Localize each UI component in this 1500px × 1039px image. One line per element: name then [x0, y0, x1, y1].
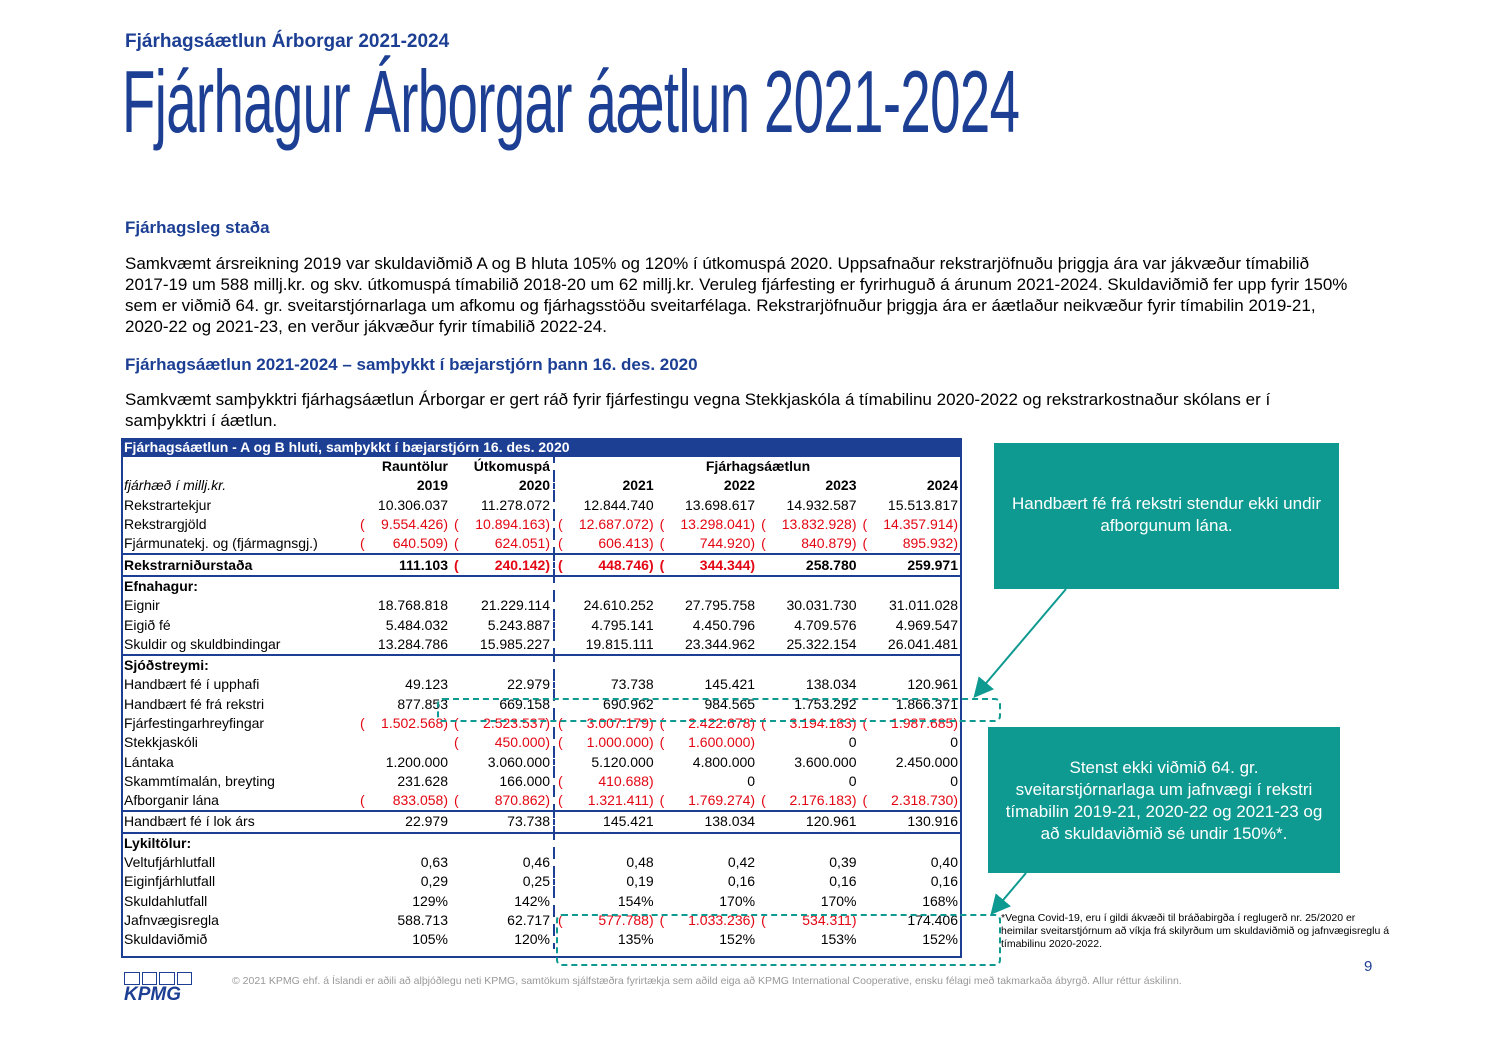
cell-value: 1.600.000: [688, 734, 751, 751]
cell-value: 2.176.183: [789, 792, 852, 809]
row-label: Handbært fé frá rekstri: [124, 695, 265, 712]
table-cell: ( 2.318.730): [862, 792, 958, 809]
table-cell: ( 3.194.183): [761, 715, 857, 731]
table-cell: 21.229.114: [480, 597, 550, 614]
section-paragraph-financial-position: Samkvæmt ársreikning 2019 var skuldaviðmið A og B hluta 105% og 120% í útkomuspá 2020. Uppsafnaður rekstrarjöfnuðu þriggja ára var jákvæður tímabilið 2017-19 um 588 millj.kr. og skv. útkomuspá tímabilið 2018-20 um 62 millj.kr. Veruleg fjárfesting er fyrirhuguð á árunum 2021-2024. Skuldaviðmið fer upp fyrir 150% sem er viðmið 64. gr. sveitarstjórnarlaga um afkomu og fjárhagsstöðu sveitarfélaga. Rekstrarjöfnuður þriggja ára er áætlaður neikvæður fyrir tímabilin 2019-21, 2020-22 og 2021-23, en verður jákvæður fyrir tímabilið 2022-24.: [125, 254, 1348, 336]
table-cell: 0,48: [554, 853, 657, 872]
table-cell: 259.971: [860, 554, 961, 575]
row-label: Eiginfjárhlutfall: [124, 873, 216, 890]
table-cell: 154%: [554, 892, 657, 911]
row-label: Jafnvægisregla: [124, 911, 219, 928]
table-cell: 0: [950, 734, 958, 751]
table-cell: ( 14.357.914): [862, 516, 958, 533]
row-label: Skammtímalán, breyting: [124, 772, 275, 789]
table-cell: 0,25: [522, 873, 550, 890]
table-cell: 15.513.817: [887, 496, 958, 513]
cell-value: 534.311: [802, 911, 852, 928]
table-cell: 0: [747, 772, 756, 789]
document-subtitle: Fjárhagsáætlun Árborgar 2021-2024: [125, 31, 450, 52]
table-cell: 27.795.758: [685, 597, 756, 614]
unit-label: fjárhæð í millj.kr.: [124, 477, 227, 494]
table-cell: ( 624.051): [454, 535, 550, 552]
table-cell: ( 840.879): [761, 535, 857, 552]
row-label: Rekstrartekjur: [124, 496, 212, 513]
table-cell: ( 534.311): [761, 911, 857, 928]
cell-value: 9.554.426: [381, 516, 444, 533]
arrow-to-balance-rule: [993, 873, 1026, 912]
table-cell: 11.278.072: [480, 496, 550, 513]
table-cell: ( 606.413): [554, 534, 657, 554]
table-cell: ( 13.832.928): [761, 516, 857, 533]
cell-value: 448.746: [598, 556, 649, 573]
cell-value: 1.033.236: [688, 911, 751, 928]
cell-value: 240.142: [494, 556, 546, 573]
table-cell: 30.031.730: [786, 597, 857, 614]
cell-value: 870.862: [494, 792, 546, 809]
table-cell: 24.610.252: [554, 596, 657, 615]
kpmg-logo: [124, 972, 192, 1005]
cell-value: 14.357.914: [883, 516, 954, 533]
table-cell: 168%: [922, 892, 958, 909]
cell-value: 2.523.537: [483, 715, 546, 731]
table-cell: ( 1.000.000): [554, 733, 657, 752]
table-cell: 4.969.547: [895, 616, 958, 633]
table-cell: 129%: [412, 892, 448, 909]
table-cell: 0,42: [727, 854, 756, 871]
table-cell: 14.932.587: [786, 496, 857, 513]
table-cell: ( 833.058): [360, 792, 448, 809]
table-cell: 145.421: [554, 811, 657, 832]
table-cell: 669.158: [499, 695, 550, 712]
row-label: Veltufjárhlutfall: [124, 854, 216, 871]
table-cell: 0,46: [522, 854, 550, 871]
section-paragraph-budget: Samkvæmt samþykktri fjárhagsáætlun Árborgar er gert ráð fyrir fjárfestingu vegna Stekkjaskóla á tímabilinu 2020-2022 og rekstrarkostnaður skólans er í samþykktri í áætlun.: [125, 390, 1271, 430]
row-label: Skuldahlutfall: [124, 892, 208, 909]
table-cell: 130.916: [860, 811, 961, 832]
table-cell: 4.450.796: [692, 616, 756, 633]
table-cell: 49.123: [405, 676, 448, 693]
table-cell: 166.000: [499, 772, 550, 789]
cell-value: 1.321.411: [587, 792, 649, 809]
cell-value: 606.413: [598, 535, 649, 552]
table-cell: ( 240.142): [451, 554, 554, 575]
cell-value: 3.007.179: [586, 715, 649, 731]
table-cell: 22.979: [507, 676, 550, 693]
table-cell: 12.844.740: [554, 496, 657, 515]
col-header-budget: Fjárhagsáætlun: [554, 457, 961, 476]
row-label: Afborganir lána: [124, 792, 219, 809]
table-cell: 73.738: [451, 811, 554, 832]
table-cell: ( 2.523.537): [454, 715, 550, 731]
table-cell: 62.717: [507, 911, 550, 928]
table-cell: 5.484.032: [385, 616, 448, 633]
table-cell: 105%: [412, 931, 448, 948]
table-cell: ( 1.033.236): [659, 911, 756, 928]
table-cell: 877.853: [397, 695, 448, 712]
table-cell: 174.406: [907, 911, 958, 928]
row-label: Fjárfestingarhreyfingar: [124, 715, 265, 731]
row-label: Skuldaviðmið: [124, 931, 208, 948]
table-cell: 18.768.818: [377, 597, 448, 614]
cell-value: 450.000: [494, 734, 546, 751]
table-title: Fjárhagsáætlun - A og B hluti, samþykkt í bæjarstjórn 16. des. 2020: [121, 438, 961, 457]
cell-value: 624.051: [494, 535, 546, 552]
table-cell: ( 577.788): [554, 911, 657, 930]
table-cell: 120.961: [907, 676, 958, 693]
table-cell: 2.450.000: [895, 753, 958, 770]
table-cell: 138.034: [805, 676, 857, 693]
page-title: Fjárhagur Árborgar áætlun 2021-2024: [122, 52, 1020, 151]
table-cell: ( 450.000): [454, 734, 550, 751]
year-header: 2020: [518, 477, 550, 494]
cell-value: 1.502.568: [381, 715, 444, 731]
table-cell: ( 744.920): [659, 535, 756, 552]
table-cell: ( 344.344): [657, 554, 758, 575]
row-label: Skuldir og skuldbindingar: [124, 635, 281, 652]
cell-value: 410.688: [598, 772, 649, 789]
table-cell: ( 448.746): [554, 554, 657, 575]
table-cell: ( 1.502.568): [360, 715, 448, 731]
table-cell: 0,16: [829, 873, 857, 890]
table-cell: 0: [950, 772, 958, 789]
table-cell: 4.795.141: [554, 615, 657, 634]
cell-value: 640.509: [392, 535, 444, 552]
copyright-notice: © 2021 KPMG ehf. á Íslandi er aðili að alþjóðlegu neti KPMG, samtökum sjálfstæðra fyrirtækja sem aðild eiga að KPMG International Cooperative, ensku félagi með takmarkaða ábyrgð. Allur réttur áskilinn.: [232, 975, 1182, 987]
table-cell: 170%: [820, 892, 857, 909]
table-cell: 5.120.000: [554, 752, 657, 771]
cell-value: 13.832.928: [781, 516, 852, 533]
year-header: 2019: [416, 477, 448, 494]
table-cell: 984.565: [704, 695, 756, 712]
table-cell: 1.866.371: [895, 695, 958, 712]
table-cell: 10.306.037: [377, 496, 448, 513]
year-header: 2022: [723, 477, 756, 494]
cell-value: 2.318.730: [891, 792, 954, 809]
cell-value: 1.000.000: [586, 734, 649, 751]
table-cell: ( 870.862): [454, 792, 550, 809]
table-cell: 15.985.227: [479, 635, 550, 652]
col-header-forecast: Útkomuspá: [473, 458, 550, 475]
table-cell: 4.709.576: [794, 616, 857, 633]
table-cell: 0,16: [930, 873, 958, 890]
table-cell: 0: [848, 772, 857, 789]
row-label: Stekkjaskóli: [124, 734, 198, 751]
cell-value: 10.894.163: [475, 516, 546, 533]
cell-value: 2.422.678: [688, 715, 751, 731]
cell-value: 344.344: [699, 556, 751, 573]
table-cell: 1.753.292: [794, 695, 857, 712]
table-cell: ( 10.894.163): [454, 516, 550, 533]
table-cell: ( 1.987.685): [862, 715, 958, 731]
page-number: 9: [1364, 958, 1373, 975]
row-label: Fjármunatekj. og (fjármagnsgj.): [124, 535, 318, 552]
table-cell: 31.011.028: [888, 597, 958, 614]
table-cell: 0,63: [420, 854, 448, 871]
table-cell: 588.713: [397, 911, 448, 928]
table-cell: 145.421: [704, 676, 756, 693]
table-cell: 0,19: [554, 872, 657, 891]
cell-value: 840.879: [801, 535, 852, 552]
table-cell: 0,16: [727, 873, 756, 890]
year-header: 2023: [825, 477, 857, 494]
arrow-to-cash-row: [976, 589, 1066, 695]
footnote: *Vegna Covid-19, eru í gildi ákvæði til bráðabirgða í reglugerð nr. 25/2020 er heimilar sveitarstjórnum að víkja frá skilyrðum um skuldaviðmið og jafnvægisreglu á tímabilinu 2020-2022.: [1001, 912, 1390, 950]
table-cell: ( 895.932): [862, 535, 958, 552]
cell-value: 1.769.274: [688, 792, 751, 809]
table-cell: 3.600.000: [794, 753, 857, 770]
table-cell: ( 1.600.000): [659, 734, 756, 751]
cell-value: 3.194.183: [789, 715, 852, 731]
table-cell: 135%: [554, 930, 657, 949]
table-cell: 25.322.154: [786, 635, 857, 652]
table-cell: ( 1.321.411): [554, 791, 657, 811]
table-cell: ( 410.688): [554, 772, 657, 791]
table-cell: 13.698.617: [685, 496, 756, 513]
row-label: Rekstrarniðurstaða: [121, 554, 357, 575]
cell-value: 577.788: [598, 911, 649, 928]
table-cell: 0,40: [930, 854, 958, 871]
table-cell: ( 1.769.274): [659, 792, 756, 809]
table-cell: 23.344.962: [685, 635, 756, 652]
table-cell: 19.815.111: [554, 635, 657, 655]
table-cell: 4.800.000: [692, 753, 756, 770]
table-cell: ( 9.554.426): [360, 516, 448, 533]
table-cell: ( 12.687.072): [554, 515, 657, 534]
table-cell: 258.780: [758, 554, 859, 575]
table-cell: 1.200.000: [385, 753, 448, 770]
row-label: Eignir: [124, 597, 160, 614]
row-label: Sjóðstreymi:: [121, 655, 357, 675]
table-cell: 3.060.000: [487, 753, 550, 770]
cell-value: 744.920: [699, 535, 751, 552]
table-cell: 120.961: [758, 811, 859, 832]
year-header: 2021: [554, 476, 657, 495]
table-cell: 231.628: [397, 772, 448, 789]
table-cell: ( 2.422.678): [659, 715, 756, 731]
year-header: 2024: [926, 477, 958, 494]
table-cell: 22.979: [357, 811, 451, 832]
row-label: Efnahagur:: [121, 576, 357, 596]
table-cell: 0,29: [420, 873, 448, 890]
callout-balance-rule: Stenst ekki viðmið 64. gr. sveitarstjórnarlaga um jafnvægi í rekstri tímabilin 2019-21, 2020-22 og 2021-23 og að skuldaviðmið sé undir 150%*.: [988, 727, 1340, 873]
table-cell: 111.103: [357, 554, 451, 575]
kpmg-logo-text: KPMG: [124, 984, 181, 1005]
table-cell: 26.041.481: [887, 635, 958, 652]
col-header-actuals: Rauntölur: [381, 458, 448, 475]
table-cell: 170%: [719, 892, 756, 909]
table-cell: ( 640.509): [360, 535, 448, 552]
table-cell: 153%: [820, 931, 857, 948]
row-label: Handbært fé í upphafi: [124, 676, 260, 693]
row-label: Lykiltölur:: [121, 833, 357, 853]
callout-cash-flow: Handbært fé frá rekstri stendur ekki undir afborgunum lána.: [994, 443, 1339, 589]
table-cell: ( 2.176.183): [761, 792, 857, 809]
table-cell: 120%: [514, 931, 550, 948]
table-cell: 13.284.786: [377, 635, 448, 652]
table-cell: 152%: [922, 931, 958, 948]
table-cell: 138.034: [657, 811, 758, 832]
section-heading-financial-position: Fjárhagsleg staða: [125, 218, 270, 237]
table-cell: 73.738: [554, 675, 657, 694]
table-cell: 142%: [514, 892, 550, 909]
cell-value: 12.687.072: [578, 516, 649, 533]
table-cell: 152%: [719, 931, 756, 948]
cell-value: 1.987.685: [891, 715, 954, 731]
row-label: Rekstrargjöld: [124, 516, 207, 533]
row-label: Lántaka: [124, 753, 174, 770]
table-cell: 0: [848, 734, 857, 751]
table-cell: ( 13.298.041): [659, 516, 756, 533]
row-label: Eigið fé: [124, 616, 171, 633]
table-cell: 5.243.887: [487, 616, 550, 633]
cell-value: 833.058: [392, 792, 444, 809]
table-cell: 0,39: [829, 854, 857, 871]
section-heading-budget: Fjárhagsáætlun 2021-2024 – samþykkt í bæjarstjórn þann 16. des. 2020: [125, 355, 698, 374]
table-cell: ( 3.007.179): [554, 714, 657, 733]
table-cell: 690.962: [554, 695, 657, 714]
cell-value: 895.932: [902, 535, 954, 552]
row-label: Handbært fé í lok árs: [121, 811, 357, 832]
cell-value: 13.298.041: [680, 516, 751, 533]
